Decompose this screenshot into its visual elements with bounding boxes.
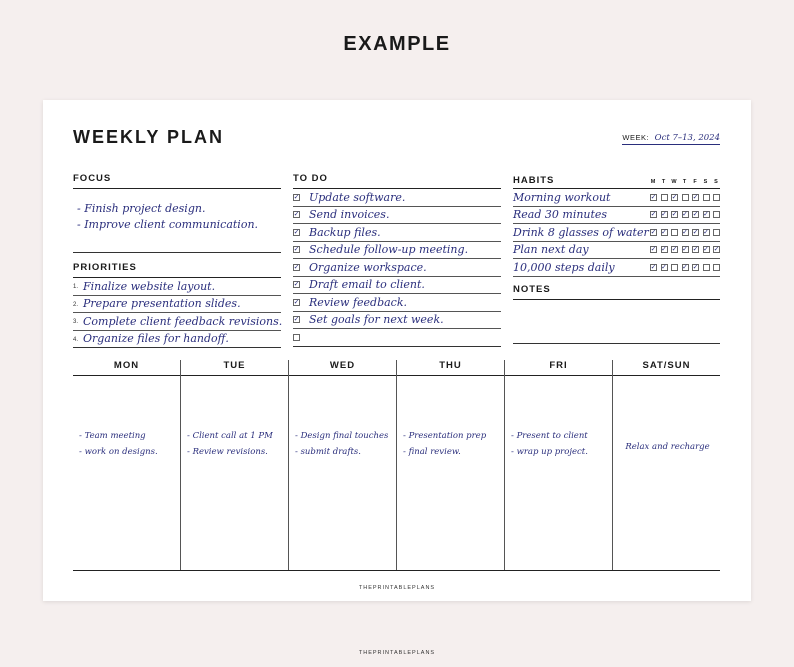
checked-box-icon[interactable]: ✓ (661, 263, 667, 271)
checked-box-icon[interactable]: ✓ (650, 193, 657, 201)
day-notes[interactable] (403, 431, 500, 463)
focus-item: - Finish project design. (77, 202, 206, 215)
notes-section (513, 284, 720, 344)
todo-text: Send invoices. (309, 208, 390, 222)
habit-name: 10,000 steps daily (513, 260, 615, 274)
todo-text: Update software. (309, 190, 406, 204)
habit-name: Read 30 minutes (513, 208, 608, 222)
day-note: - submit drafts. (295, 447, 361, 457)
checked-box-icon[interactable]: ✓ (661, 228, 667, 236)
habit-name: Plan next day (513, 243, 589, 257)
checked-box-icon[interactable]: ✓ (293, 228, 300, 236)
habit-tracker (650, 264, 720, 271)
day-name: WED (289, 360, 396, 376)
day-name: THU (397, 360, 504, 376)
checked-box-icon[interactable]: ✓ (703, 211, 709, 219)
priority-text: Finalize website layout. (83, 279, 216, 293)
notes-heading: NOTES (513, 284, 720, 300)
checkbox-icon[interactable] (682, 194, 689, 201)
todo-text: Review feedback. (309, 295, 408, 309)
habit-row (513, 189, 720, 207)
habit-row (513, 242, 720, 260)
checked-box-icon[interactable]: ✓ (671, 193, 678, 201)
habit-day-letter: S (703, 179, 709, 185)
checkbox-icon[interactable] (703, 194, 710, 201)
checked-box-icon[interactable]: ✓ (293, 246, 300, 254)
checked-box-icon[interactable]: ✓ (650, 211, 657, 219)
checkbox-icon[interactable] (661, 194, 668, 201)
habit-day-letter: T (661, 179, 667, 185)
habits-header (513, 173, 720, 189)
todo-heading: TO DO (293, 173, 501, 189)
todo-item (293, 189, 501, 207)
habit-list (513, 189, 720, 277)
checked-box-icon[interactable]: ✓ (692, 211, 699, 219)
day-column (613, 360, 720, 570)
checked-box-icon[interactable]: ✓ (650, 246, 657, 254)
priority-number: 1. (73, 284, 79, 291)
todo-text: Schedule follow-up meeting. (309, 243, 469, 257)
notes-area[interactable] (513, 300, 720, 344)
checked-box-icon[interactable]: ✓ (293, 298, 300, 306)
footer-brand: THEPRINTABLEPLANS (358, 650, 436, 656)
habit-name: Morning workout (513, 190, 611, 204)
checkbox-icon[interactable] (713, 211, 720, 218)
habit-day-letter: M (650, 179, 657, 185)
todo-item (293, 242, 501, 260)
habit-tracker (650, 229, 720, 236)
priority-text: Prepare presentation slides. (83, 297, 241, 311)
checkbox-icon[interactable] (713, 194, 720, 201)
priority-text: Organize files for handoff. (83, 332, 229, 346)
checked-box-icon[interactable]: ✓ (293, 281, 300, 289)
day-notes[interactable] (187, 431, 284, 463)
day-note: - Presentation prep (403, 431, 487, 441)
focus-item: - Improve client communication. (77, 218, 259, 231)
checked-box-icon[interactable]: ✓ (713, 246, 720, 254)
checkbox-icon[interactable] (671, 229, 678, 236)
habit-day-letter: T (682, 179, 688, 185)
habits-section (513, 173, 720, 277)
checked-box-icon[interactable]: ✓ (692, 246, 699, 254)
checked-box-icon[interactable]: ✓ (661, 246, 667, 254)
checked-box-icon[interactable]: ✓ (692, 193, 699, 201)
day-column (289, 360, 397, 570)
checked-box-icon[interactable]: ✓ (650, 228, 657, 236)
todo-section (293, 173, 501, 347)
day-note: - Client call at 1 PM (187, 431, 273, 441)
sheet-brand: THEPRINTABLEPLANS (358, 585, 436, 591)
checked-box-icon[interactable]: ✓ (293, 316, 300, 324)
habit-tracker (650, 194, 720, 201)
focus-heading: FOCUS (73, 173, 281, 189)
week-label: WEEK: (622, 133, 650, 142)
priority-item (73, 313, 281, 331)
day-name: FRI (505, 360, 612, 376)
checked-box-icon[interactable]: ✓ (682, 263, 688, 271)
day-note: - Present to client (511, 431, 588, 441)
checked-box-icon[interactable]: ✓ (692, 263, 699, 271)
priority-item (73, 331, 281, 349)
habit-day-letter: S (714, 179, 719, 185)
priority-item (73, 278, 281, 296)
checked-box-icon[interactable]: ✓ (671, 211, 678, 219)
example-heading: EXAMPLE (343, 33, 451, 55)
todo-item (293, 207, 501, 225)
checked-box-icon[interactable]: ✓ (661, 211, 667, 219)
checked-box-icon[interactable]: ✓ (703, 228, 709, 236)
todo-text: Draft email to client. (309, 278, 425, 292)
day-column (73, 360, 181, 570)
priority-item (73, 296, 281, 314)
day-name: SAT/SUN (613, 360, 720, 376)
day-column (505, 360, 613, 570)
day-column (181, 360, 289, 570)
checkbox-icon[interactable] (293, 334, 300, 341)
habit-tracker (650, 246, 720, 253)
focus-section (73, 173, 281, 253)
checked-box-icon[interactable]: ✓ (692, 228, 699, 236)
todo-item (293, 224, 501, 242)
checked-box-icon[interactable]: ✓ (682, 211, 688, 219)
todo-text: Backup files. (309, 225, 381, 239)
day-note: - wrap up project. (511, 447, 588, 457)
day-notes[interactable] (511, 431, 608, 463)
todo-item (293, 312, 501, 330)
priority-number: 3. (73, 319, 79, 326)
day-name: TUE (181, 360, 288, 376)
checked-box-icon[interactable]: ✓ (682, 246, 688, 254)
todo-item (293, 259, 501, 277)
week-value: Oct 7–13, 2024 (654, 133, 720, 143)
habit-day-letter: F (693, 179, 698, 185)
checked-box-icon[interactable]: ✓ (293, 263, 300, 271)
day-column (397, 360, 505, 570)
checked-box-icon[interactable]: ✓ (703, 246, 709, 254)
day-note: - Review revisions. (187, 447, 268, 457)
todo-text: Organize workspace. (309, 260, 427, 274)
habits-heading: HABITS (513, 175, 555, 186)
week-grid (73, 360, 720, 571)
week-range (622, 133, 720, 145)
todo-item (293, 277, 501, 295)
priority-number: 4. (73, 336, 79, 343)
priority-number: 2. (73, 301, 79, 308)
day-note: - final review. (403, 447, 461, 457)
day-note: - work on designs. (79, 447, 158, 457)
todo-item (293, 329, 501, 347)
habit-name: Drink 8 glasses of water (513, 225, 649, 239)
checkbox-icon[interactable] (703, 264, 710, 271)
checkbox-icon[interactable] (671, 264, 678, 271)
weekly-plan-sheet (43, 100, 751, 601)
priority-text: Complete client feedback revisions. (83, 314, 283, 328)
focus-list (73, 189, 281, 253)
habit-tracker (650, 211, 720, 218)
day-notes[interactable] (619, 442, 716, 458)
todo-list (293, 189, 501, 347)
habit-row (513, 207, 720, 225)
checked-box-icon[interactable]: ✓ (671, 246, 678, 254)
checkbox-icon[interactable] (713, 229, 720, 236)
day-note: Relax and recharge (625, 442, 710, 452)
todo-text: Set goals for next week. (309, 313, 444, 327)
checked-box-icon[interactable]: ✓ (682, 228, 688, 236)
day-notes[interactable] (295, 431, 392, 463)
day-note: - Design final touches (295, 431, 389, 441)
planner-title: WEEKLY PLAN (73, 127, 225, 147)
todo-item (293, 294, 501, 312)
checked-box-icon[interactable]: ✓ (293, 211, 300, 219)
checked-box-icon[interactable]: ✓ (650, 263, 657, 271)
day-note: - Team meeting (79, 431, 146, 441)
checkbox-icon[interactable] (713, 264, 720, 271)
day-notes[interactable] (79, 431, 176, 463)
checked-box-icon[interactable]: ✓ (293, 193, 300, 201)
habit-row (513, 224, 720, 242)
priorities-section (73, 262, 281, 348)
habit-row (513, 259, 720, 277)
habit-day-letter: W (671, 179, 678, 185)
habit-day-letters (650, 179, 720, 186)
day-name: MON (73, 360, 180, 376)
priorities-heading: PRIORITIES (73, 262, 281, 278)
